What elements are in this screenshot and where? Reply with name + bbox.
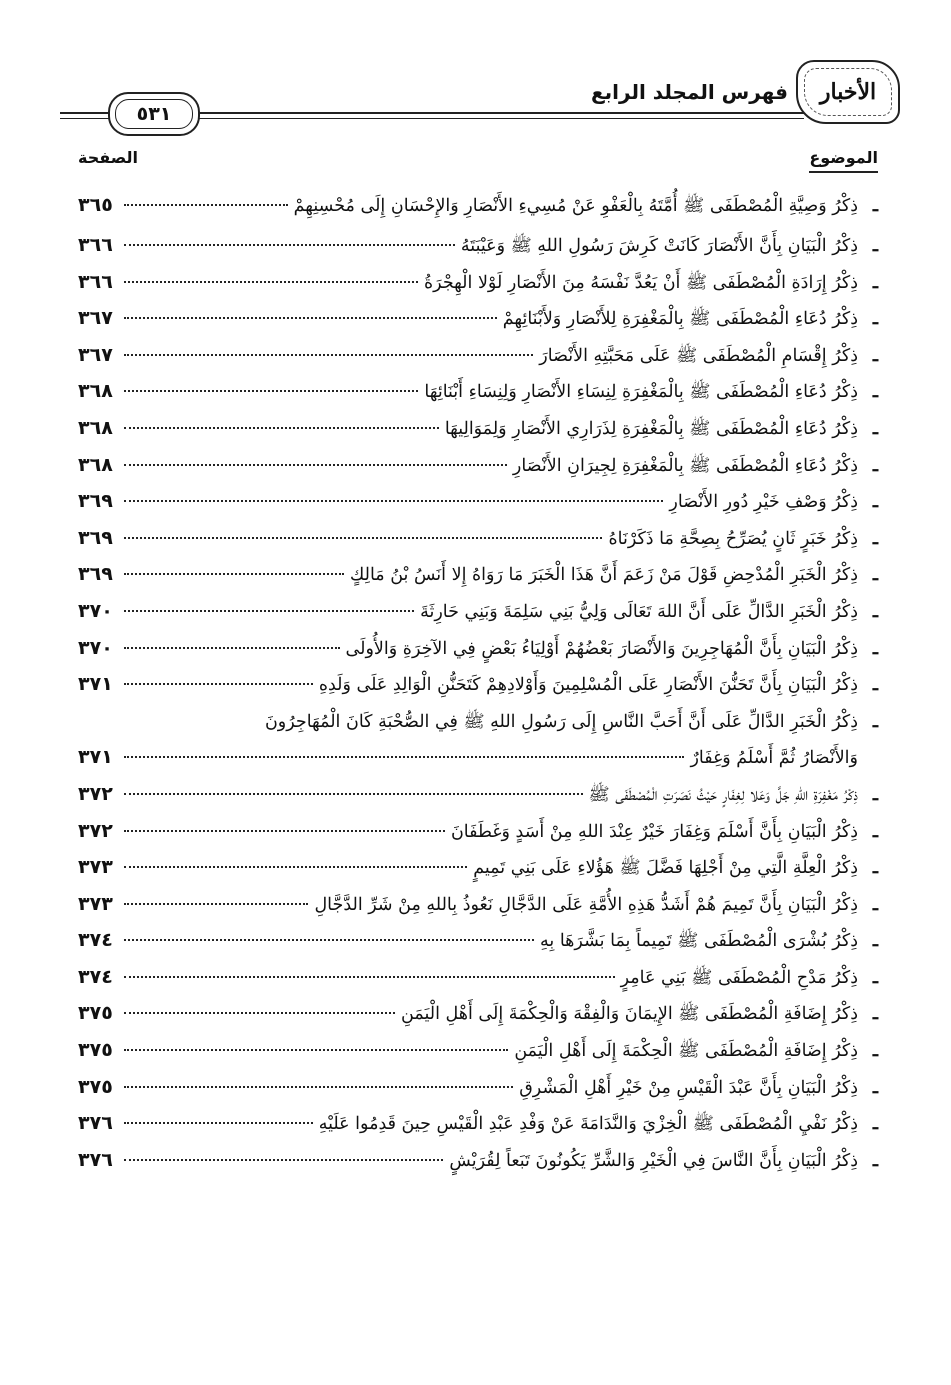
- leader-dots: [124, 537, 602, 539]
- entry-title: ذِكْرُ دُعَاءِ الْمُصْطَفَى ﷺ بِالْمَغْفِرَةِ لِلأَنْصَارِ وَلأَبْنَائِهِمْ: [502, 309, 858, 330]
- toc-entry: [78, 600, 878, 637]
- entry-dash: ـ: [872, 894, 878, 915]
- entry-page: ٣٧١: [78, 746, 113, 769]
- entry-page: ٣٦٦: [78, 270, 113, 293]
- entry-page: ٣٧٥: [78, 1039, 113, 1062]
- leader-dots: [124, 204, 288, 206]
- page-title: فهرس المجلد الرابع: [590, 80, 788, 104]
- toc-entry: [78, 893, 878, 930]
- entry-dash: ـ: [872, 492, 878, 513]
- entry-title: ذِكْرُ وَصْفِ خَيْرِ دُورِ الأَنْصَارِ: [669, 492, 858, 513]
- entry-dash: ـ: [872, 1041, 878, 1062]
- entry-page: ٣٦٧: [78, 307, 113, 330]
- toc-entry: [78, 637, 878, 674]
- page-column-header: الصفحة: [78, 148, 139, 167]
- entry-dash: ـ: [872, 858, 878, 879]
- leader-dots: [124, 317, 497, 319]
- entry-dash: ـ: [872, 528, 878, 549]
- topic-column-header: الموضوع: [809, 148, 878, 173]
- entry-dash: ـ: [872, 967, 878, 988]
- entry-title: ذِكْرُ إِضَافَةِ الْمُصْطَفَى ﷺ الإِيمَانَ وَالْفِقْهَ وَالْحِكْمَةَ إِلَى أَهْلِ الْيَمَنِ: [401, 1004, 858, 1025]
- page-header: [60, 60, 900, 130]
- entry-page: ٣٧٠: [78, 599, 113, 622]
- leader-dots: [124, 683, 313, 685]
- toc-entry: [78, 527, 878, 564]
- entry-title: ذِكْرُ خَبَرٍ ثَانٍ يُصَرِّحُ بِصِحَّةِ مَا ذَكَرْنَاهُ: [608, 528, 858, 549]
- page-number: ٥٣١: [115, 99, 193, 129]
- entry-title: ذِكْرُ الْبَيَانِ بِأَنَّ تَحَنُّنَ الأَنْصَارِ عَلَى الْمُسْلِمِينَ وَأَوْلادِهِمْ كَتَحَنُّنِ الْوَالِدِ عَلَى وَلَدِهِ: [318, 675, 858, 696]
- entry-page: ٣٧٦: [78, 1148, 113, 1171]
- leader-dots: [124, 610, 414, 612]
- toc-entry: [78, 380, 878, 417]
- entry-dash: ـ: [872, 345, 878, 366]
- entry-title: وَالأَنْصَارُ ثُمَّ أَسْلَمُ وَغِفَارٌ: [690, 748, 858, 769]
- entry-title: ذِكْرُ الْبَيَانِ بِأَنَّ عَبْدَ الْقَيْسِ مِنْ خَيْرِ أَهْلِ الْمَشْرِقِ: [519, 1077, 858, 1098]
- toc-entry-continuation: [78, 746, 878, 783]
- leader-dots: [124, 1012, 395, 1014]
- entry-page: ٣٧٥: [78, 1075, 113, 1098]
- entry-page: ٣٦٩: [78, 526, 113, 549]
- entry-title: ذِكْرُ دُعَاءِ الْمُصْطَفَى ﷺ بِالْمَغْفِرَةِ لِذَرَارِي الأَنْصَارِ وَلِمَوَالِيهَا: [444, 418, 858, 439]
- leader-dots: [124, 500, 663, 502]
- entry-title: ذِكْرُ الْبَيَانِ بِأَنَّ الأَنْصَارَ كَانَتْ كَرِشَ رَسُولِ اللهِ ﷺ وَعَيْبَتَهُ: [460, 236, 858, 256]
- toc-entry: [78, 307, 878, 344]
- entry-page: ٣٧١: [78, 673, 113, 696]
- entry-dash: ـ: [872, 601, 878, 622]
- entry-page: ٣٧٢: [78, 819, 113, 842]
- toc-entry: [78, 966, 878, 1003]
- entry-title: ذِكْرُ مَدْحِ الْمُصْطَفَى ﷺ بَنِي عَامِرٍ: [620, 967, 858, 988]
- entry-page: ٣٦٩: [78, 490, 113, 513]
- leader-dots: [124, 647, 340, 649]
- entry-title: ذِكْرُ دُعَاءِ الْمُصْطَفَى ﷺ بِالْمَغْفِرَةِ لِجِيرَانِ الأَنْصَارِ: [512, 455, 858, 476]
- entry-title: ذِكْرُ الْخَبَرِ الْمُدْحِضِ قَوْلَ مَنْ زَعَمَ أَنَّ هَذَا الْخَبَرَ مَا رَوَاهُ إِلا أَنَسُ بْنُ مَالِكٍ: [349, 565, 858, 586]
- leader-dots: [124, 903, 308, 905]
- toc-entry: [78, 929, 878, 966]
- leader-dots: [124, 573, 344, 575]
- leader-dots: [124, 281, 418, 283]
- entry-dash: ـ: [872, 196, 878, 216]
- toc-entry: [78, 1112, 878, 1149]
- entry-page: ٣٧٠: [78, 636, 113, 659]
- entry-title: ذِكْرُ بُشْرَى الْمُصْطَفَى ﷺ تَمِيماً بِمَا بَشَّرَهَا بِهِ: [540, 931, 858, 952]
- entry-title: ذِكْرُ إِضَافَةِ الْمُصْطَفَى ﷺ الْحِكْمَةَ إِلَى أَهْلِ الْيَمَنِ: [514, 1041, 858, 1062]
- entry-page: ٣٦٦: [78, 234, 113, 256]
- toc-entry: [78, 234, 878, 271]
- entry-dash: ـ: [872, 1114, 878, 1135]
- toc-entry: [78, 1002, 878, 1039]
- leader-dots: [124, 427, 439, 429]
- entry-title: ذِكْرُ مَغْفِرَةِ اللهِ جَلَّ وَعَلا لِغِفَارٍ حَيْثُ نَصَرَتِ الْمُصْطَفَى ﷺ: [588, 784, 858, 805]
- entry-title: ذِكْرُ الْخَبَرِ الدَّالِّ عَلَى أَنَّ أَحَبَّ النَّاسِ إِلَى رَسُولِ اللهِ ﷺ فِي الصُّحْبَةِ كَانَ الْمُهَاجِرُونَ: [264, 711, 858, 732]
- entry-page: ٣٦٥: [78, 194, 113, 216]
- toc-entry: [78, 856, 878, 893]
- leader-dots: [124, 756, 684, 758]
- entry-title: ذِكْرُ الْبَيَانِ بِأَنَّ أَسْلَمَ وَغِفَارَ خَيْرٌ عِنْدَ اللهِ مِنْ أَسَدٍ وَغَطَفَانَ: [450, 821, 858, 842]
- toc-entry: [78, 194, 878, 234]
- entry-dash: ـ: [872, 1004, 878, 1025]
- leader-dots: [124, 244, 455, 246]
- entry-page: ٣٧٤: [78, 965, 113, 988]
- entry-title: ذِكْرُ الْبَيَانِ بِأَنَّ النَّاسَ فِي الْخَيْرِ وَالشَّرِّ يَكُونُونَ تَبَعاً لِقُرَيْشٍ: [449, 1150, 858, 1171]
- toc-entry: [78, 673, 878, 710]
- toc-entry: [78, 454, 878, 491]
- book-logo: الأخبار: [796, 60, 900, 124]
- toc-entry: [78, 271, 878, 308]
- toc-entry: [78, 1039, 878, 1076]
- entry-dash: ـ: [872, 931, 878, 952]
- entry-page: ٣٦٧: [78, 343, 113, 366]
- entry-dash: ـ: [872, 1150, 878, 1171]
- entry-title: ذِكْرُ الْبَيَانِ بِأَنَّ تَمِيمَ هُمْ أَشَدُّ هَذِهِ الأُمَّةِ عَلَى الدَّجَّالِ نَعُوذُ بِاللهِ مِنْ شَرِّ الدَّجَّالِ: [314, 894, 858, 915]
- entry-page: ٣٧٣: [78, 892, 113, 915]
- entry-dash: ـ: [872, 382, 878, 403]
- leader-dots: [124, 976, 615, 978]
- toc-entry: [78, 820, 878, 857]
- entry-page: ٣٧٢: [78, 782, 113, 805]
- entry-dash: ـ: [872, 236, 878, 256]
- toc-list: [78, 194, 878, 1185]
- toc-entry: [78, 710, 878, 747]
- toc-entry: [78, 344, 878, 381]
- entry-title: ذِكْرُ وَصِيَّةِ الْمُصْطَفَى ﷺ أُمَّتَهُ بِالْعَفْوِ عَنْ مُسِيءِ الأَنْصَارِ وَالإِحْسَانِ إِلَى مُحْسِنِهِمْ: [293, 196, 858, 216]
- entry-title: ذِكْرُ دُعَاءِ الْمُصْطَفَى ﷺ بِالْمَغْفِرَةِ لِنِسَاءِ الأَنْصَارِ وَلِنِسَاءِ أَبْنَائِهَا: [424, 382, 858, 403]
- leader-dots: [124, 464, 507, 466]
- entry-dash: ـ: [872, 675, 878, 696]
- entry-page: ٣٦٨: [78, 453, 113, 476]
- leader-dots: [124, 830, 445, 832]
- entry-page: ٣٦٨: [78, 416, 113, 439]
- entry-page: ٣٧٣: [78, 856, 113, 879]
- entry-page: ٣٦٨: [78, 380, 113, 403]
- leader-dots: [124, 866, 467, 868]
- entry-dash: ـ: [872, 711, 878, 732]
- entry-dash: ـ: [872, 272, 878, 293]
- leader-dots: [124, 939, 534, 941]
- toc-entry: [78, 783, 878, 820]
- entry-page: ٣٧٥: [78, 1002, 113, 1025]
- leader-dots: [124, 1049, 508, 1051]
- entry-page: ٣٦٩: [78, 563, 113, 586]
- leader-dots: [124, 1122, 313, 1124]
- entry-title: ذِكْرُ الْخَبَرِ الدَّالِّ عَلَى أَنَّ اللهَ تَعَالَى وَلِيُّ بَنِي سَلِمَةَ وَبَنِي حَارِثَةَ: [420, 601, 858, 622]
- entry-page: ٣٧٤: [78, 929, 113, 952]
- entry-dash: ـ: [872, 1077, 878, 1098]
- entry-dash: ـ: [872, 455, 878, 476]
- toc-entry: [78, 1149, 878, 1186]
- entry-dash: ـ: [872, 784, 878, 805]
- toc-entry: [78, 490, 878, 527]
- leader-dots: [124, 354, 533, 356]
- leader-dots: [124, 1086, 513, 1088]
- entry-dash: ـ: [872, 821, 878, 842]
- entry-title: ذِكْرُ الْعِلَّةِ الَّتِي مِنْ أَجْلِهَا فَضَّلَ ﷺ هَؤُلاءِ عَلَى بَنِي تَمِيمٍ: [473, 858, 858, 879]
- entry-title: ذِكْرُ إِقْسَامِ الْمُصْطَفَى ﷺ عَلَى مَحَبَّتِهِ الأَنْصَارَ: [539, 345, 858, 366]
- toc-entry: [78, 563, 878, 600]
- entry-title: ذِكْرُ الْبَيَانِ بِأَنَّ الْمُهَاجِرِينَ وَالأَنْصَارَ بَعْضُهُمْ أَوْلِيَاءُ بَعْضٍ فِي الآخِرَةِ وَالأُولَى: [345, 638, 858, 659]
- entry-dash: ـ: [872, 309, 878, 330]
- leader-dots: [124, 390, 418, 392]
- leader-dots: [124, 793, 583, 795]
- entry-dash: ـ: [872, 638, 878, 659]
- toc-entry: [78, 1076, 878, 1113]
- leader-dots: [124, 1159, 443, 1161]
- entry-dash: ـ: [872, 565, 878, 586]
- entry-title: ذِكْرُ إِرَادَةِ الْمُصْطَفَى ﷺ أَنْ يَعُدَّ نَفْسَهُ مِنَ الأَنْصَارِ لَوْلا الْهِجْرَةُ: [424, 272, 858, 293]
- column-headers: [78, 148, 878, 178]
- entry-page: ٣٧٦: [78, 1112, 113, 1135]
- entry-dash: ـ: [872, 418, 878, 439]
- entry-title: ذِكْرُ نَفْيِ الْمُصْطَفَى ﷺ الْخِزْيَ وَالنَّدَامَةَ عَنْ وَفْدِ عَبْدِ الْقَيْسِ حِينَ قَدِمُوا عَلَيْهِ: [318, 1114, 858, 1135]
- toc-entry: [78, 417, 878, 454]
- page-number-badge: [108, 92, 200, 136]
